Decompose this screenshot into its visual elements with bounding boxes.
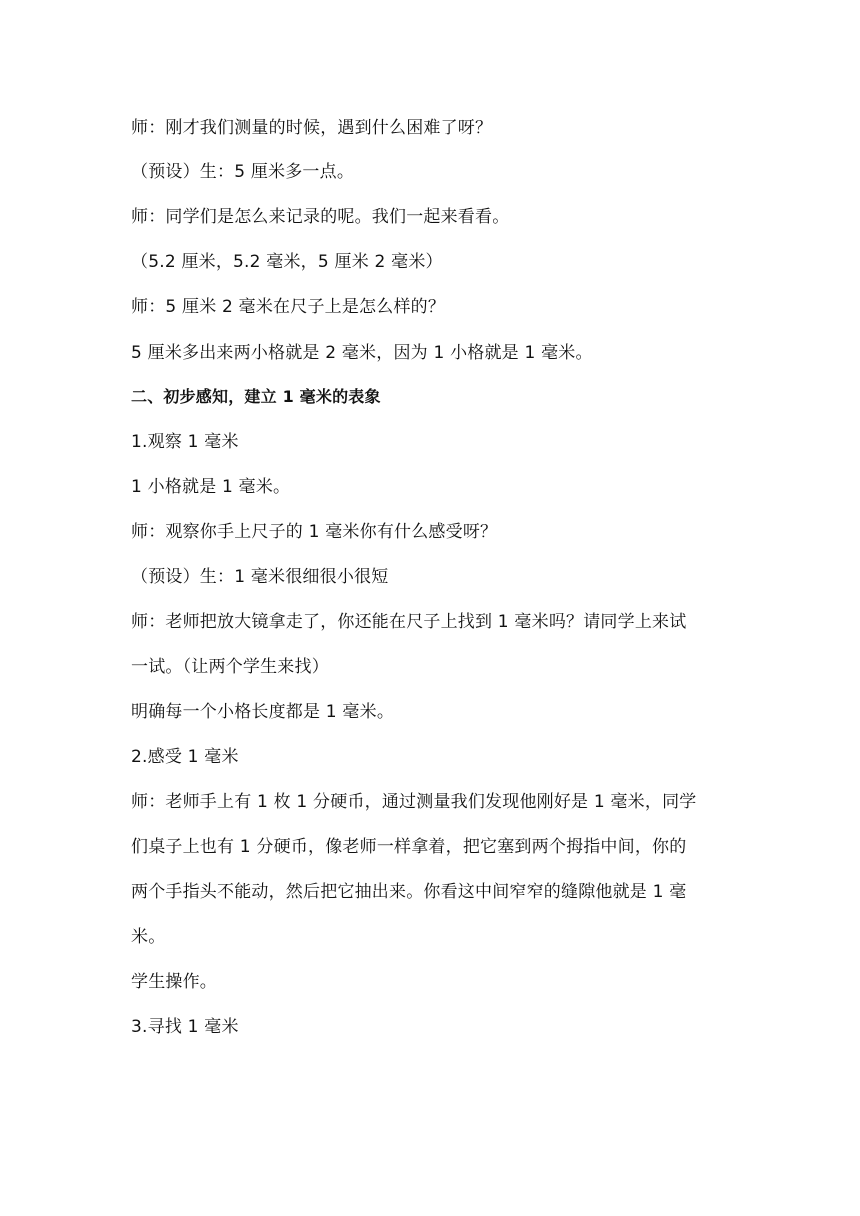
subheading-observe: 1.观察 1 毫米 <box>131 432 239 452</box>
subheading-find: 3.寻找 1 毫米 <box>131 1017 239 1037</box>
paragraph-one-cell: 1 小格就是 1 毫米。 <box>131 477 291 497</box>
paragraph-teacher-feeling: 师：观察你手上尺子的 1 毫米你有什么感受呀？ <box>131 522 498 542</box>
paragraph-teacher-ruler: 师：5 厘米 2 毫米在尺子上是怎么样的？ <box>131 297 446 317</box>
paragraph-coin-line1: 师：老师手上有 1 枚 1 分硬币，通过测量我们发现他刚好是 1 毫米，同学 <box>131 792 697 812</box>
paragraph-coin-line2: 们桌子上也有 1 分硬币，像老师一样拿着，把它塞到两个拇指中间，你的 <box>131 837 687 857</box>
subheading-feel: 2.感受 1 毫米 <box>131 747 239 767</box>
paragraph-student-operation: 学生操作。 <box>131 972 217 992</box>
paragraph-teacher-record: 师：同学们是怎么来记录的呢。我们一起来看看。 <box>131 207 510 227</box>
paragraph-coin-line3: 两个手指头不能动，然后把它抽出来。你看这中间窄窄的缝隙他就是 1 毫 <box>131 882 687 902</box>
paragraph-record-options: （5.2 厘米，5.2 毫米，5 厘米 2 毫米） <box>131 252 443 272</box>
paragraph-preset-feeling: （预设）生：1 毫米很细很小很短 <box>131 567 389 587</box>
paragraph-clarify: 明确每一个小格长度都是 1 毫米。 <box>131 702 395 722</box>
paragraph-teacher-magnifier-line2: 一试。（让两个学生来找） <box>131 657 329 677</box>
section-heading: 二、初步感知，建立 1 毫米的表象 <box>131 387 381 406</box>
paragraph-coin-line4: 米。 <box>131 927 166 947</box>
paragraph-teacher-question: 师：刚才我们测量的时候，遇到什么困难了呀？ <box>131 118 493 138</box>
paragraph-preset-answer: （预设）生：5 厘米多一点。 <box>131 162 355 182</box>
paragraph-teacher-magnifier-line1: 师：老师把放大镜拿走了，你还能在尺子上找到 1 毫米吗？请同学上来试 <box>131 612 687 632</box>
paragraph-explanation: 5 厘米多出来两小格就是 2 毫米，因为 1 小格就是 1 毫米。 <box>131 343 593 363</box>
